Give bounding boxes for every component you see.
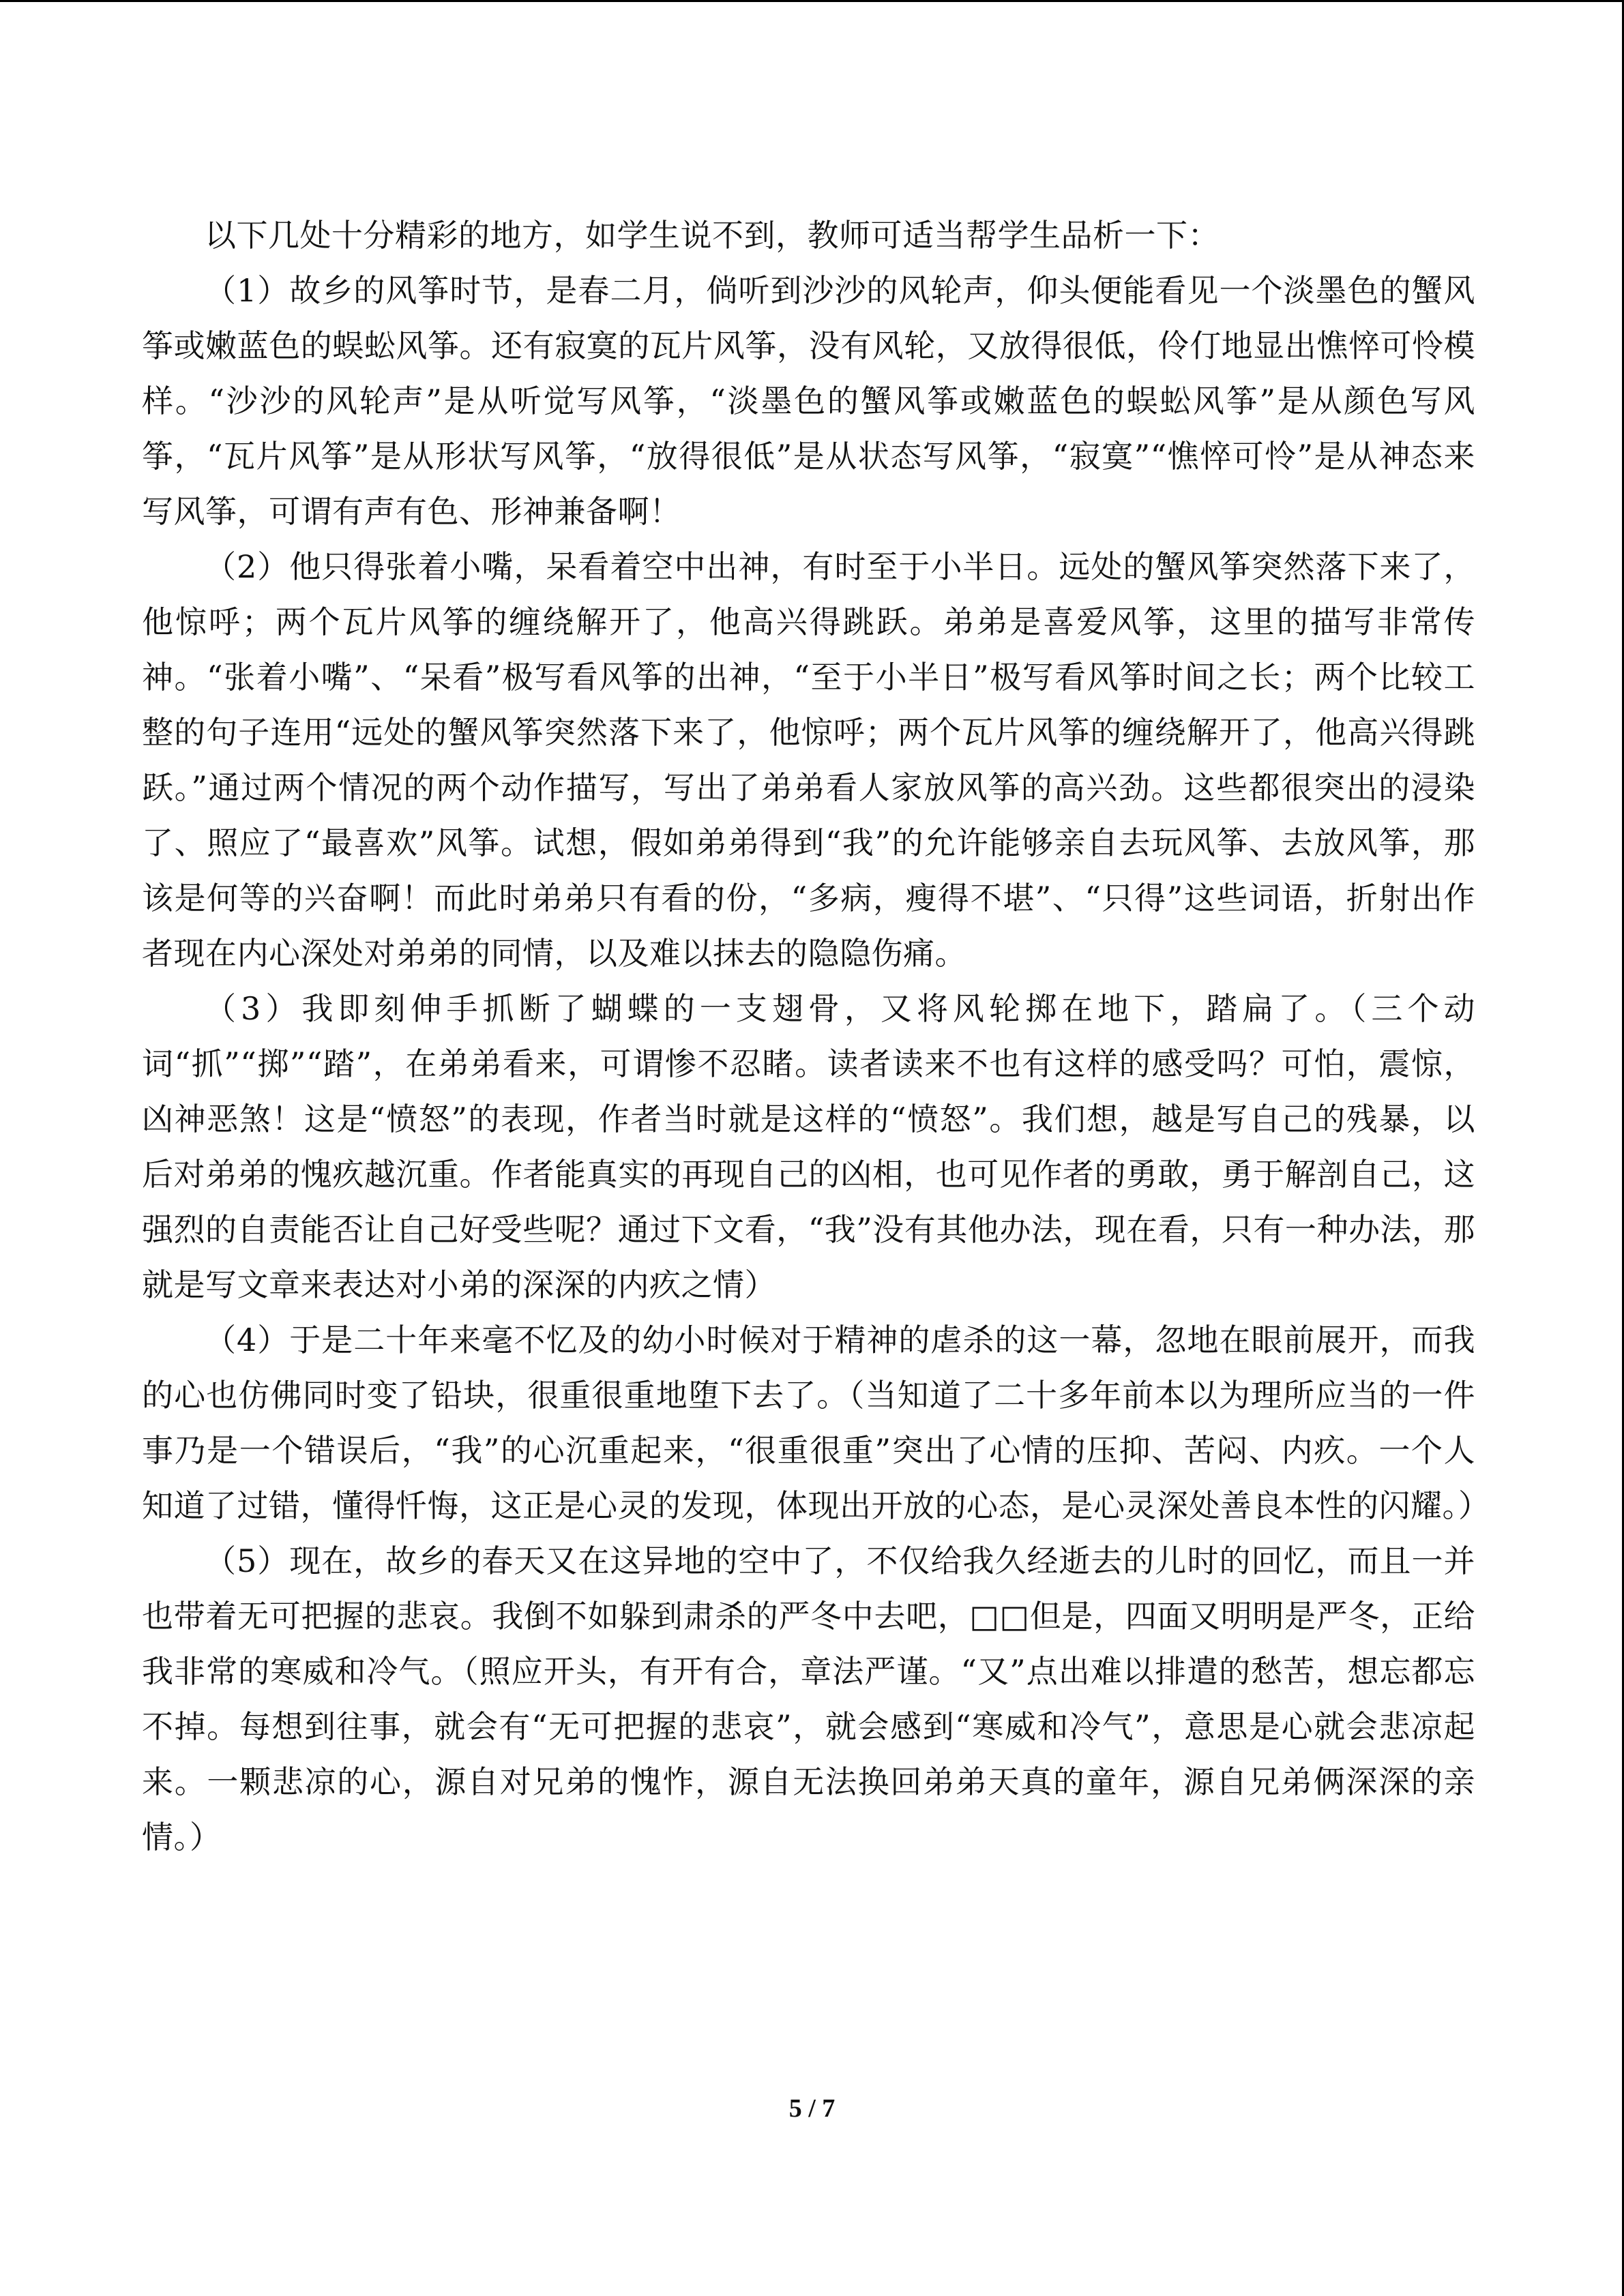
page-number: 5 / 7: [788, 2094, 836, 2123]
paragraph-point-5: （5）现在，故乡的春天又在这异地的空中了，不仅给我久经逝去的儿时的回忆，而且一并也带着无可把握的悲哀。我倒不如躲到肃杀的严冬中去吧，□□但是，四面又明明是严冬，正给我非常的寒威和冷气。（照应开头，有开有合，章法严谨。“又”点出难以排遣的愁苦，想忘都忘不掉。每想到往事，就会有“无可把握的悲哀”，就会感到“寒威和冷气”，意思是心就会悲凉起来。一颗悲凉的心，源自对兄弟的愧怍，源自无法换回弟弟天真的童年，源自兄弟俩深深的亲情。）: [142, 1542, 1475, 1855]
paragraph-intro: 以下几处十分精彩的地方，如学生说不到，教师可适当帮学生品析一下：: [205, 217, 1220, 254]
paragraph-point-3: （3）我即刻伸手抓断了蝴蝶的一支翅骨，又将风轮掷在地下，踏扁了。（三个动词“抓”“掷”“踏”，在弟弟看来，可谓惨不忍睹。读者读来不也有这样的感受吗？可怕，震惊，凶神恶煞！这是“愤怒”的表现，作者当时就是这样的“愤怒”。我们想，越是写自己的残暴，以后对弟弟的愧疚越沉重。作者能真实的再现自己的凶相，也可见作者的勇敢，勇于解剖自己，这强烈的自责能否让自己好受些呢？通过下文看，“我”没有其他办法，现在看，只有一种办法，那就是写文章来表达对小弟的深深的内疚之情）: [142, 990, 1475, 1303]
paragraph-point-2: （2）他只得张着小嘴，呆看着空中出神，有时至于小半日。远处的蟹风筝突然落下来了，他惊呼；两个瓦片风筝的缠绕解开了，他高兴得跳跃。弟弟是喜爱风筝，这里的描写非常传神。“张着小嘴”、“呆看”极写看风筝的出神，“至于小半日”极写看风筝时间之长；两个比较工整的句子连用“远处的蟹风筝突然落下来了，他惊呼；两个瓦片风筝的缠绕解开了，他高兴得跳跃。”通过两个情况的两个动作描写，写出了弟弟看人家放风筝的高兴劲。这些都很突出的浸染了、照应了“最喜欢”风筝。试想，假如弟弟得到“我”的允许能够亲自去玩风筝、去放风筝，那该是何等的兴奋啊！而此时弟弟只有看的份，“多病，瘦得不堪”、“只得”这些词语，折射出作者现在内心深处对弟弟的同情，以及难以抹去的隐隐伤痛。: [142, 548, 1475, 972]
paragraph-point-4: （4）于是二十年来毫不忆及的幼小时候对于精神的虐杀的这一幕，忽地在眼前展开，而我的心也仿佛同时变了铅块，很重很重地堕下去了。（当知道了二十多年前本以为理所应当的一件事乃是一个错误后，“我”的心沉重起来，“很重很重”突出了心情的压抑、苦闷、内疚。一个人知道了过错，懂得忏悔，这正是心灵的发现，体现出开放的心态，是心灵深处善良本性的闪耀。）: [142, 1322, 1490, 1524]
page-border-top: [0, 0, 1624, 2]
paragraph-point-1: （1）故乡的风筝时节，是春二月，倘听到沙沙的风轮声，仰头便能看见一个淡墨色的蟹风筝或嫩蓝色的蜈蚣风筝。还有寂寞的瓦片风筝，没有风轮，又放得很低，伶仃地显出憔悴可怜模样。“沙沙的风轮声”是从听觉写风筝，“淡墨色的蟹风筝或嫩蓝色的蜈蚣风筝”是从颜色写风筝，“瓦片风筝”是从形状写风筝，“放得很低”是从状态写风筝，“寂寞”“憔悴可怜”是从神态来写风筝，可谓有声有色、形神兼备啊！: [142, 272, 1475, 530]
document-body: [142, 208, 1490, 1865]
